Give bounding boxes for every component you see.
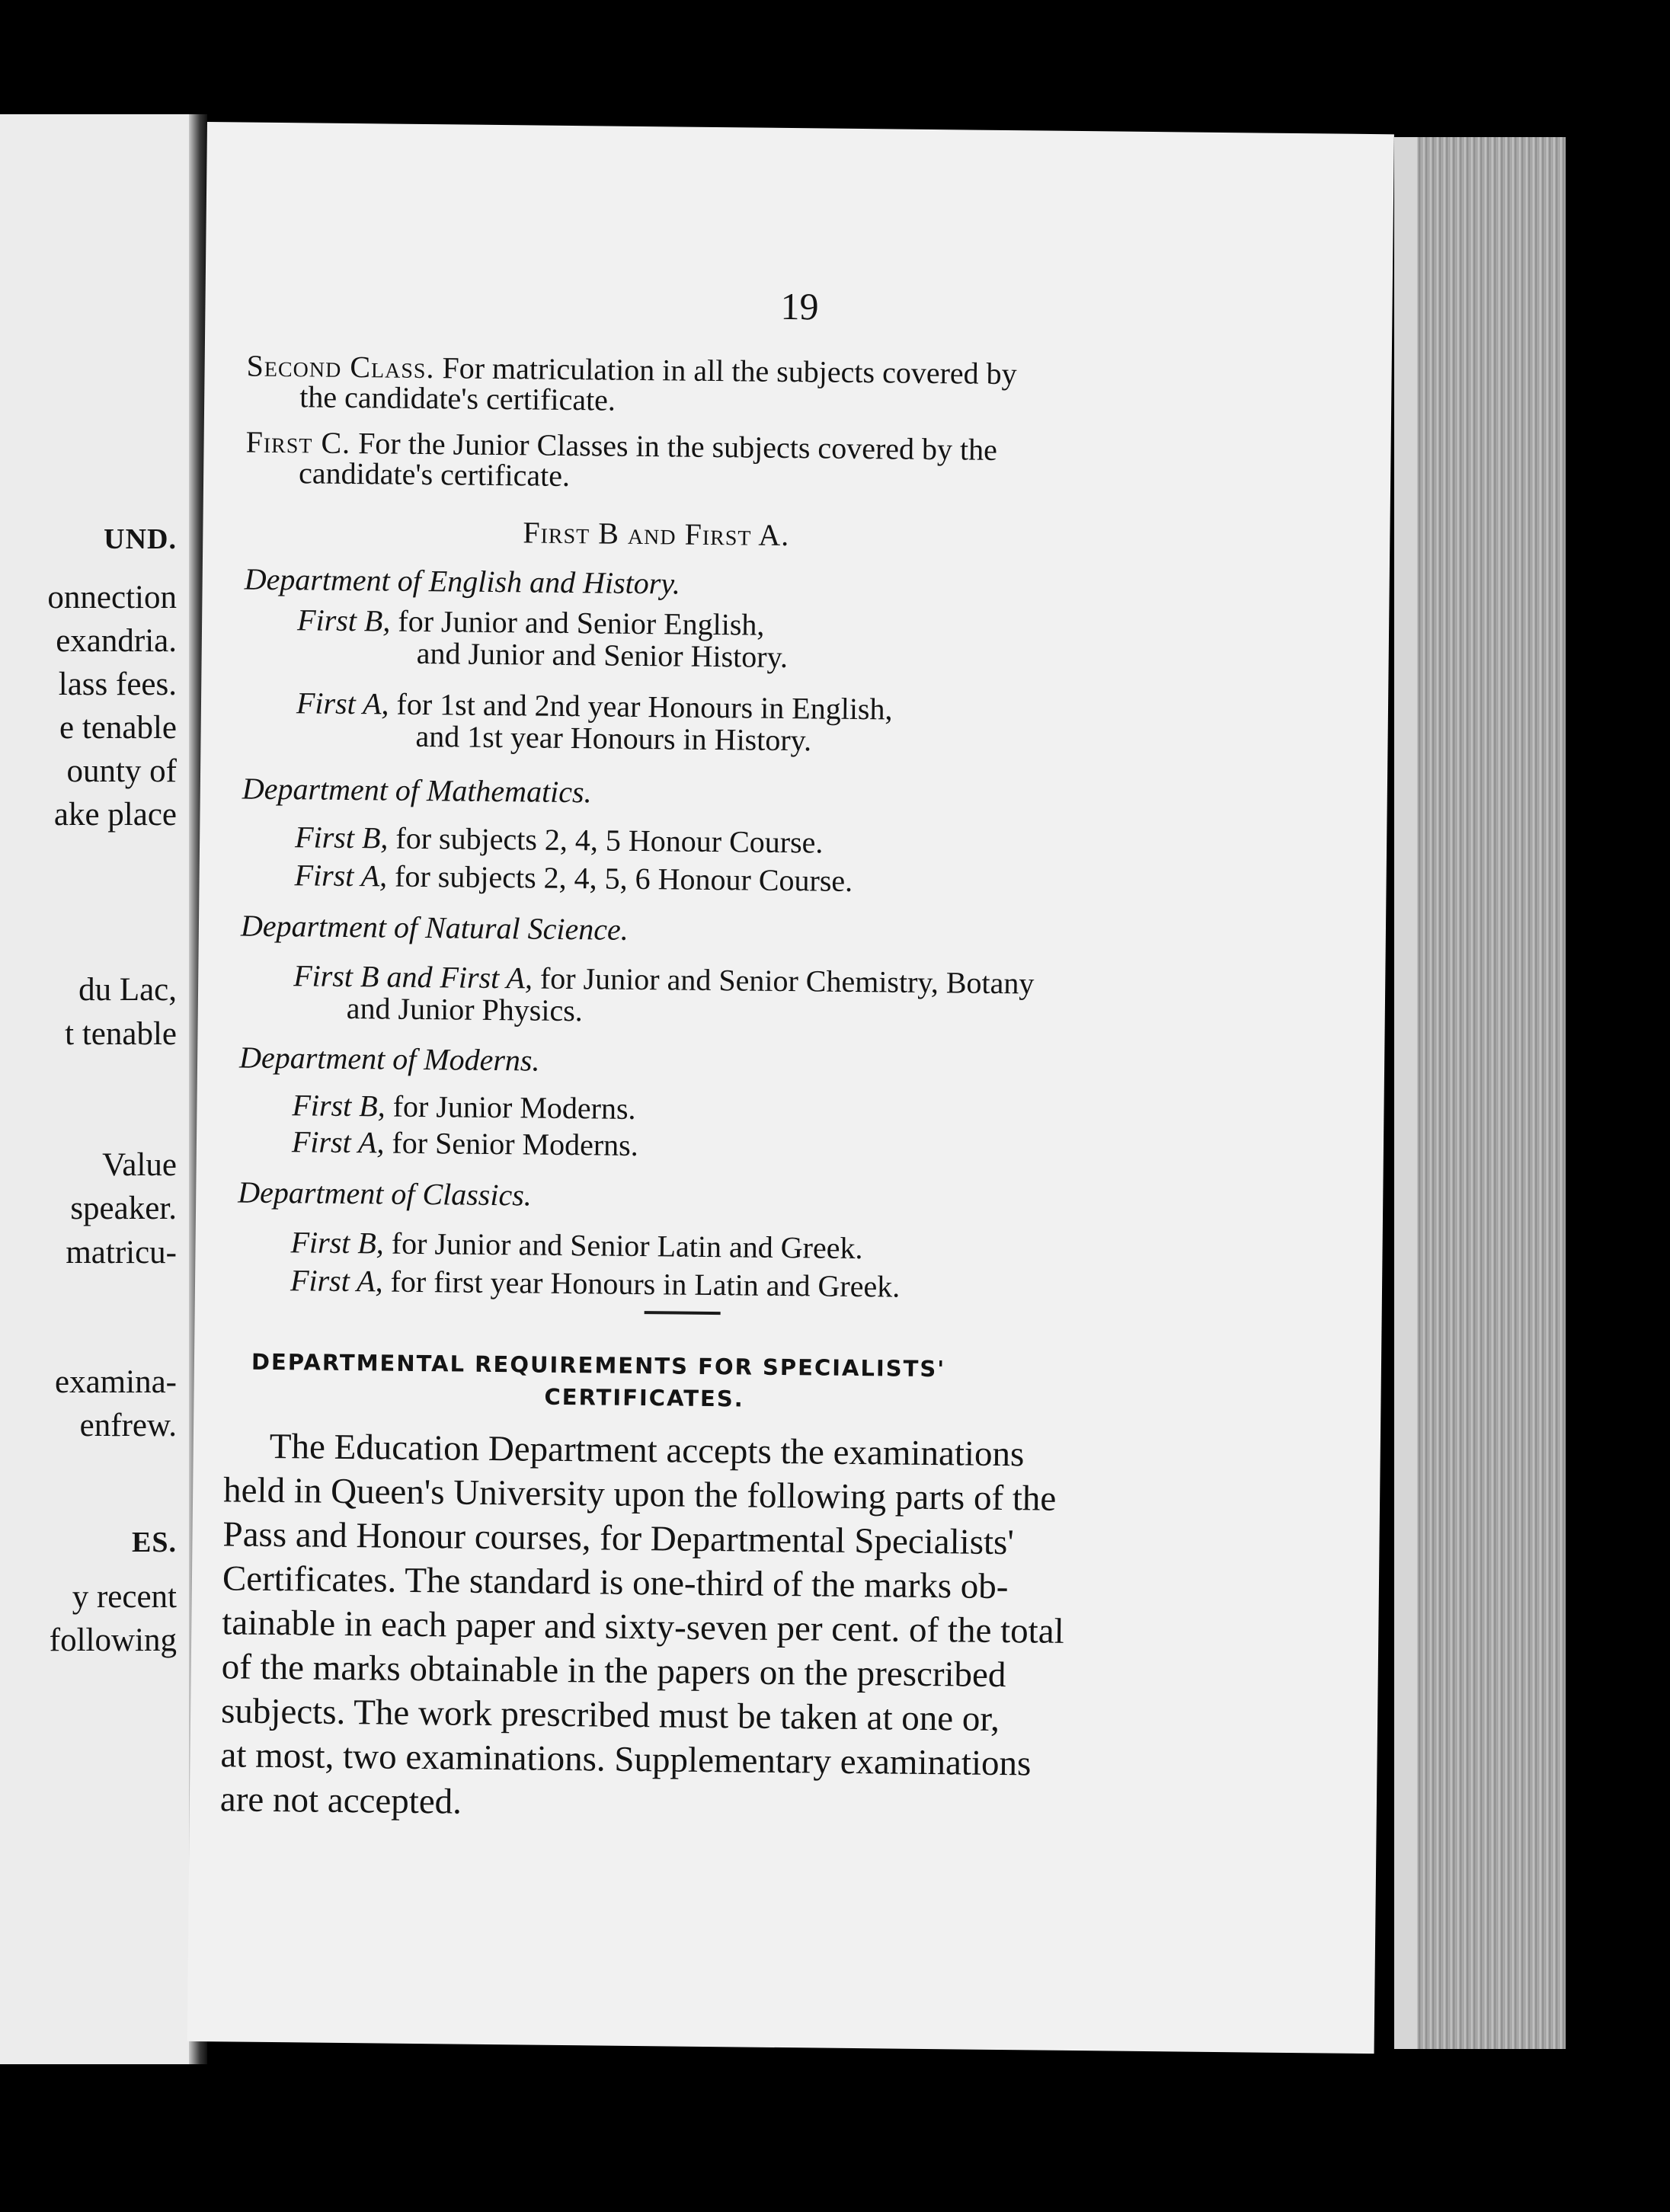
requirements-heading-line-1: DEPARTMENTAL REQUIREMENTS FOR SPECIALISTS': [251, 1348, 946, 1382]
left-page-line: lass fees.: [58, 666, 177, 702]
second-class-line-2: the candidate's certificate.: [299, 379, 616, 417]
left-page-line: speaker.: [70, 1191, 177, 1226]
dept-entry-line: First B and First A, for Junior and Senior Chemistry, Botany: [293, 958, 1035, 1001]
left-page-line: du Lac,: [78, 972, 177, 1008]
dept-entry-line: First B, for subjects 2, 4, 5 Honour Course.: [294, 820, 824, 860]
department-title: Department of Classics.: [238, 1175, 533, 1213]
department-title: Department of English and History.: [244, 561, 681, 601]
paragraph-line: of the marks obtainable in the papers on the prescribed: [221, 1647, 1006, 1696]
dept-entry-line: First B, for Junior and Senior English,: [296, 603, 765, 642]
left-page-line: Value: [102, 1147, 177, 1183]
left-page-line: y recent: [72, 1579, 177, 1615]
grade-label: First B and First A,: [293, 958, 533, 996]
section-divider: [645, 1311, 721, 1315]
left-page-line: t tenable: [65, 1016, 177, 1052]
dept-entry-line: First A, for Senior Moderns.: [291, 1124, 638, 1162]
dept-entry-line: First A, for 1st and 2nd year Honours in English,: [296, 686, 893, 727]
requirements-heading-line-2: CERTIFICATES.: [544, 1383, 744, 1412]
left-page-line: e tenable: [59, 710, 177, 746]
grade-label: First B,: [290, 1225, 385, 1261]
dept-entry-line: and Junior Physics.: [346, 990, 584, 1028]
paragraph-line: held in Queen's University upon the following parts of the: [222, 1470, 1057, 1519]
left-page-line: exandria.: [56, 623, 177, 659]
second-class-text: For matriculation in all the subjects covered by: [434, 350, 1017, 392]
grade-label: First B,: [294, 820, 389, 855]
paragraph-line: The Education Department accepts the examinations: [269, 1426, 1025, 1475]
paragraph-line: tainable in each paper and sixty-seven per cent. of the total: [222, 1603, 1064, 1651]
first-c-label: First C.: [245, 424, 351, 460]
grade-label: First A,: [294, 858, 388, 893]
left-page-line: ES.: [132, 1526, 177, 1558]
department-title: Department of Mathematics.: [242, 771, 592, 810]
department-title: Department of Natural Science.: [240, 908, 629, 947]
main-page: [187, 122, 1394, 2054]
left-page-line: ounty of: [66, 753, 177, 789]
first-c-text: For the Junior Classes in the subjects covered by the: [350, 425, 998, 467]
page-edges: [1394, 137, 1566, 2049]
grade-label: First B,: [292, 1088, 386, 1124]
dept-entry-line: First B, for Junior Moderns.: [292, 1088, 636, 1126]
grade-label: First A,: [291, 1124, 385, 1160]
page-number: 19: [780, 284, 819, 328]
left-page-line: onnection: [47, 580, 177, 615]
left-page-line: examina-: [55, 1364, 177, 1400]
grade-label: First B,: [296, 603, 391, 638]
paragraph-line: subjects. The work prescribed must be taken at one or,: [220, 1691, 1000, 1740]
first-c-line-2: candidate's certificate.: [298, 456, 571, 494]
left-facing-page: [0, 114, 189, 2064]
dept-entry-line: First A, for subjects 2, 4, 5, 6 Honour Course.: [294, 858, 853, 898]
left-page-line: ake place: [53, 797, 177, 833]
dept-entry-line: First A, for first year Honours in Latin and Greek.: [290, 1263, 901, 1304]
paragraph-line: Certificates. The standard is one-third of the marks ob-: [222, 1558, 1009, 1607]
paragraph-line: at most, two examinations. Supplementary examinations: [220, 1735, 1032, 1784]
paragraph-line: Pass and Honour courses, for Departmental Specialists': [222, 1514, 1015, 1563]
grade-label: First A,: [296, 686, 389, 721]
left-page-line: enfrew.: [79, 1408, 177, 1443]
department-title: Department of Moderns.: [238, 1040, 540, 1078]
section-heading: First B and First A.: [523, 515, 790, 553]
left-page-line: UND.: [104, 523, 177, 555]
left-page-line: following: [49, 1622, 177, 1658]
second-class-label: Second Class.: [246, 348, 435, 385]
dept-entry-line: and Junior and Senior History.: [416, 635, 789, 675]
dept-entry-line: First B, for Junior and Senior Latin and Greek.: [290, 1225, 863, 1266]
grade-label: First A,: [290, 1263, 383, 1299]
left-page-line: matricu-: [66, 1235, 177, 1271]
dept-entry-line: and 1st year Honours in History.: [415, 718, 812, 758]
paragraph-line: are not accepted.: [219, 1779, 462, 1822]
